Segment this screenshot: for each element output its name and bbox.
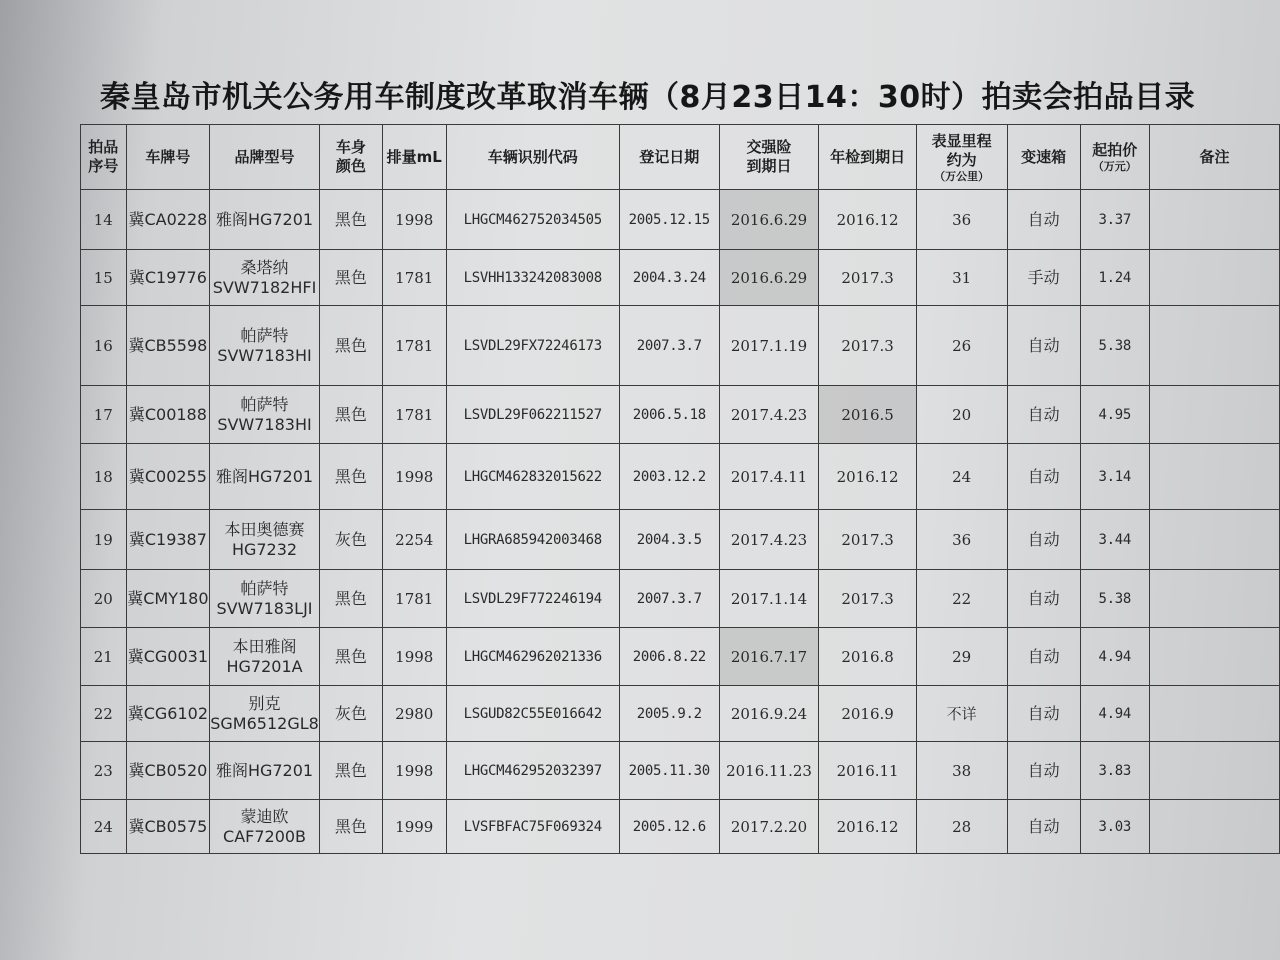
cell-displacement: 2980 xyxy=(382,686,446,742)
cell-reg-date: 2005.12.15 xyxy=(619,190,719,250)
cell-plate: 冀CB5598 xyxy=(126,306,210,386)
cell-model: 雅阁HG7201 xyxy=(210,444,320,510)
cell-inspection: 2016.12 xyxy=(819,190,916,250)
cell-price: 4.94 xyxy=(1080,628,1149,686)
cell-color: 黑色 xyxy=(319,628,382,686)
page-title: 秦皇岛市机关公务用车制度改革取消车辆（8月23日14：30时）拍卖会拍品目录 xyxy=(100,80,1196,115)
cell-remarks xyxy=(1149,444,1279,510)
table-row xyxy=(81,190,1280,250)
cell-vin: LSVHH133242083008 xyxy=(446,250,619,306)
cell-price: 5.38 xyxy=(1080,570,1149,628)
cell-plate: 冀CMY180 xyxy=(126,570,210,628)
cell-vin: LHGCM462752034505 xyxy=(446,190,619,250)
cell-vin: LHGCM462962021336 xyxy=(446,628,619,686)
cell-model: 本田奥德赛 HG7232 xyxy=(210,510,320,570)
cell-mileage: 36 xyxy=(916,190,1007,250)
cell-inspection: 2017.3 xyxy=(819,570,916,628)
cell-reg-date: 2005.12.6 xyxy=(619,800,719,854)
table-row xyxy=(81,800,1280,854)
cell-plate: 冀C19776 xyxy=(126,250,210,306)
table-row xyxy=(81,444,1280,510)
header-remarks: 备注 xyxy=(1149,125,1279,190)
cell-vin: LSVDL29F062211527 xyxy=(446,386,619,444)
cell-color: 黑色 xyxy=(319,444,382,510)
cell-reg-date: 2004.3.5 xyxy=(619,510,719,570)
cell-insurance: 2017.4.23 xyxy=(719,386,819,444)
cell-transmission: 自动 xyxy=(1007,510,1080,570)
cell-insurance: 2016.7.17 xyxy=(719,628,819,686)
cell-plate: 冀C00255 xyxy=(126,444,210,510)
cell-model: 帕萨特 SVW7183HI xyxy=(210,306,320,386)
cell-plate: 冀CG0031 xyxy=(126,628,210,686)
cell-mileage: 31 xyxy=(916,250,1007,306)
cell-price: 3.37 xyxy=(1080,190,1149,250)
table-row xyxy=(81,686,1280,742)
header-displacement: 排量mL xyxy=(382,125,446,190)
cell-displacement: 2254 xyxy=(382,510,446,570)
cell-remarks xyxy=(1149,742,1279,800)
table-row xyxy=(81,386,1280,444)
table-row xyxy=(81,510,1280,570)
cell-mileage: 22 xyxy=(916,570,1007,628)
cell-color: 黑色 xyxy=(319,306,382,386)
cell-plate: 冀CB0575 xyxy=(126,800,210,854)
cell-seq: 16 xyxy=(81,306,127,386)
cell-transmission: 自动 xyxy=(1007,800,1080,854)
cell-displacement: 1998 xyxy=(382,742,446,800)
cell-color: 黑色 xyxy=(319,386,382,444)
cell-seq: 22 xyxy=(81,686,127,742)
header-plate: 车牌号 xyxy=(126,125,210,190)
cell-insurance: 2017.4.11 xyxy=(719,444,819,510)
cell-inspection: 2017.3 xyxy=(819,306,916,386)
cell-displacement: 1998 xyxy=(382,190,446,250)
cell-reg-date: 2004.3.24 xyxy=(619,250,719,306)
header-reg-date: 登记日期 xyxy=(619,125,719,190)
cell-transmission: 自动 xyxy=(1007,742,1080,800)
cell-model: 本田雅阁 HG7201A xyxy=(210,628,320,686)
cell-seq: 15 xyxy=(81,250,127,306)
cell-mileage: 20 xyxy=(916,386,1007,444)
table-row xyxy=(81,250,1280,306)
header-price: 起拍价 （万元） xyxy=(1080,125,1149,190)
cell-transmission: 自动 xyxy=(1007,306,1080,386)
cell-vin: LSVDL29F772246194 xyxy=(446,570,619,628)
cell-transmission: 自动 xyxy=(1007,628,1080,686)
cell-vin: LHGCM462952032397 xyxy=(446,742,619,800)
cell-mileage: 29 xyxy=(916,628,1007,686)
table-row xyxy=(81,628,1280,686)
cell-plate: 冀CA0228 xyxy=(126,190,210,250)
cell-insurance: 2017.1.19 xyxy=(719,306,819,386)
cell-price: 3.03 xyxy=(1080,800,1149,854)
header-row xyxy=(81,125,1280,190)
cell-insurance: 2016.9.24 xyxy=(719,686,819,742)
cell-seq: 23 xyxy=(81,742,127,800)
cell-color: 黑色 xyxy=(319,570,382,628)
header-inspection: 年检到期日 xyxy=(819,125,916,190)
cell-model: 雅阁HG7201 xyxy=(210,190,320,250)
cell-mileage: 24 xyxy=(916,444,1007,510)
cell-plate: 冀C19387 xyxy=(126,510,210,570)
cell-seq: 19 xyxy=(81,510,127,570)
cell-color: 黑色 xyxy=(319,250,382,306)
cell-color: 灰色 xyxy=(319,510,382,570)
cell-displacement: 1998 xyxy=(382,444,446,510)
cell-plate: 冀CG6102 xyxy=(126,686,210,742)
cell-displacement: 1999 xyxy=(382,800,446,854)
cell-remarks xyxy=(1149,570,1279,628)
auction-table xyxy=(80,124,1280,854)
cell-seq: 18 xyxy=(81,444,127,510)
cell-model: 帕萨特 SVW7183HI xyxy=(210,386,320,444)
table-body xyxy=(81,190,1280,854)
cell-plate: 冀C00188 xyxy=(126,386,210,444)
cell-price: 3.14 xyxy=(1080,444,1149,510)
cell-price: 3.44 xyxy=(1080,510,1149,570)
cell-transmission: 自动 xyxy=(1007,686,1080,742)
cell-mileage: 不详 xyxy=(916,686,1007,742)
cell-remarks xyxy=(1149,628,1279,686)
table-row xyxy=(81,306,1280,386)
cell-vin: LSVDL29FX72246173 xyxy=(446,306,619,386)
cell-model: 雅阁HG7201 xyxy=(210,742,320,800)
cell-inspection: 2017.3 xyxy=(819,510,916,570)
cell-transmission: 自动 xyxy=(1007,190,1080,250)
cell-inspection: 2016.5 xyxy=(819,386,916,444)
cell-transmission: 手动 xyxy=(1007,250,1080,306)
cell-inspection: 2016.8 xyxy=(819,628,916,686)
cell-vin: LVSFBFAC75F069324 xyxy=(446,800,619,854)
header-seq: 拍品 序号 xyxy=(81,125,127,190)
cell-mileage: 38 xyxy=(916,742,1007,800)
cell-transmission: 自动 xyxy=(1007,444,1080,510)
cell-remarks xyxy=(1149,510,1279,570)
cell-model: 帕萨特 SVW7183LJI xyxy=(210,570,320,628)
cell-inspection: 2016.12 xyxy=(819,444,916,510)
header-vin: 车辆识别代码 xyxy=(446,125,619,190)
cell-inspection: 2016.12 xyxy=(819,800,916,854)
cell-remarks xyxy=(1149,190,1279,250)
cell-seq: 20 xyxy=(81,570,127,628)
cell-price: 1.24 xyxy=(1080,250,1149,306)
cell-displacement: 1781 xyxy=(382,570,446,628)
cell-reg-date: 2007.3.7 xyxy=(619,570,719,628)
cell-remarks xyxy=(1149,800,1279,854)
cell-vin: LSGUD82C55E016642 xyxy=(446,686,619,742)
cell-displacement: 1781 xyxy=(382,250,446,306)
cell-model: 蒙迪欧 CAF7200B xyxy=(210,800,320,854)
table-row xyxy=(81,742,1280,800)
cell-reg-date: 2005.11.30 xyxy=(619,742,719,800)
cell-vin: LHGRA685942003468 xyxy=(446,510,619,570)
cell-remarks xyxy=(1149,250,1279,306)
cell-remarks xyxy=(1149,686,1279,742)
cell-color: 黑色 xyxy=(319,190,382,250)
header-transmission: 变速箱 xyxy=(1007,125,1080,190)
cell-displacement: 1781 xyxy=(382,306,446,386)
cell-price: 5.38 xyxy=(1080,306,1149,386)
cell-seq: 21 xyxy=(81,628,127,686)
cell-color: 灰色 xyxy=(319,686,382,742)
cell-transmission: 自动 xyxy=(1007,386,1080,444)
cell-remarks xyxy=(1149,306,1279,386)
cell-mileage: 26 xyxy=(916,306,1007,386)
cell-price: 3.83 xyxy=(1080,742,1149,800)
cell-insurance: 2017.2.20 xyxy=(719,800,819,854)
cell-inspection: 2017.3 xyxy=(819,250,916,306)
cell-mileage: 28 xyxy=(916,800,1007,854)
cell-insurance: 2016.6.29 xyxy=(719,190,819,250)
cell-reg-date: 2003.12.2 xyxy=(619,444,719,510)
cell-mileage: 36 xyxy=(916,510,1007,570)
cell-insurance: 2017.1.14 xyxy=(719,570,819,628)
cell-color: 黑色 xyxy=(319,742,382,800)
cell-remarks xyxy=(1149,386,1279,444)
cell-insurance: 2017.4.23 xyxy=(719,510,819,570)
cell-color: 黑色 xyxy=(319,800,382,854)
header-color: 车身 颜色 xyxy=(319,125,382,190)
cell-model: 别克 SGM6512GL8 xyxy=(210,686,320,742)
cell-insurance: 2016.11.23 xyxy=(719,742,819,800)
cell-reg-date: 2005.9.2 xyxy=(619,686,719,742)
cell-inspection: 2016.9 xyxy=(819,686,916,742)
cell-plate: 冀CB0520 xyxy=(126,742,210,800)
cell-price: 4.94 xyxy=(1080,686,1149,742)
cell-model: 桑塔纳 SVW7182HFI xyxy=(210,250,320,306)
cell-reg-date: 2006.8.22 xyxy=(619,628,719,686)
cell-reg-date: 2007.3.7 xyxy=(619,306,719,386)
header-mileage: 表显里程 约为 （万公里） xyxy=(916,125,1007,190)
cell-price: 4.95 xyxy=(1080,386,1149,444)
cell-seq: 14 xyxy=(81,190,127,250)
header-model: 品牌型号 xyxy=(210,125,320,190)
cell-seq: 24 xyxy=(81,800,127,854)
header-insurance: 交强险 到期日 xyxy=(719,125,819,190)
table-row xyxy=(81,570,1280,628)
cell-seq: 17 xyxy=(81,386,127,444)
cell-insurance: 2016.6.29 xyxy=(719,250,819,306)
cell-transmission: 自动 xyxy=(1007,570,1080,628)
cell-inspection: 2016.11 xyxy=(819,742,916,800)
cell-displacement: 1998 xyxy=(382,628,446,686)
cell-vin: LHGCM462832015622 xyxy=(446,444,619,510)
cell-reg-date: 2006.5.18 xyxy=(619,386,719,444)
cell-displacement: 1781 xyxy=(382,386,446,444)
